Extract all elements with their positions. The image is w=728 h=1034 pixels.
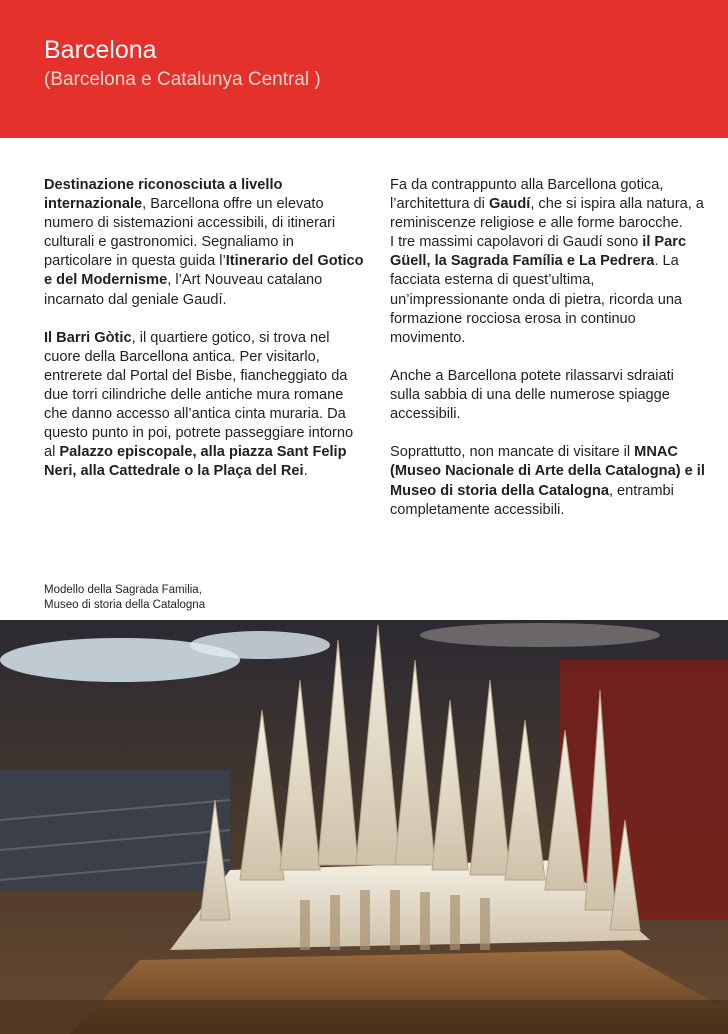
header-band — [0, 0, 728, 138]
left-column — [44, 176, 364, 501]
right-column — [390, 176, 705, 539]
paragraph-museums — [390, 443, 705, 519]
sagrada-familia-model-photo — [0, 620, 728, 1034]
page-title: Barcelona — [44, 36, 157, 64]
bold-text: Il Barri Gòtic — [44, 329, 132, 346]
photo-illustration — [0, 620, 728, 1034]
body-text: I tre massimi capolavori di Gaudí sono — [390, 234, 643, 251]
body-text: , entrambi completamente accessibili. — [390, 482, 674, 518]
body-text: . — [303, 463, 308, 480]
paragraph-gaudi — [390, 176, 705, 348]
caption-line: Museo di storia della Catalogna — [44, 599, 206, 611]
bold-text: Itinerario del Gotico e del Modernisme — [44, 253, 364, 289]
bold-text: Palazzo episcopale, alla piazza Sant Felip Neri, alla Cattedrale o la Plaça del Rei — [44, 444, 347, 480]
body-text: Soprattutto, non mancate di visitare il — [390, 444, 635, 461]
body-text: , il quartiere gotico, si trova nel cuore della Barcellona antica. Per visitarlo, entrerete dal Portal del Bisbe, fiancheggiato da due torri cilindriche delle antiche mura romane che danno accesso all’antica cinta muraria. Da questo punto in poi, potrete passeggiare intorno al — [44, 329, 354, 461]
paragraph-intro — [44, 176, 364, 310]
body-text: , l’Art Nouveau catalano incarnato dal geniale Gaudí. — [44, 272, 323, 308]
bold-text: MNAC (Museo Nacionale di Arte della Catalogna) e il Museo di storia della Catalogna — [390, 444, 705, 499]
bold-text: il Parc Güell, la Sagrada Família e La Pedrera — [390, 234, 687, 270]
bold-text: Gaudí — [488, 196, 531, 213]
body-text: , che si ispira alla natura, a reminiscenze religiose e alle forme barocche. — [390, 196, 704, 232]
page-subtitle: (Barcelona e Catalunya Central ) — [44, 69, 321, 90]
body-text: Fa da contrappunto alla Barcellona gotica, l’architettura di — [390, 177, 664, 213]
paragraph-beaches: Anche a Barcellona potete rilassarvi sdraiati sulla sabbia di una delle numerose spiagge accessibili. — [390, 367, 674, 423]
bold-text: Destinazione riconosciuta a livello internazionale — [44, 177, 283, 213]
caption-line: Modello della Sagrada Familia, — [44, 584, 202, 596]
paragraph-barri-gotic — [44, 329, 364, 482]
body-text: . La facciata esterna di quest’ultima, un’impressionante onda di pietra, ricorda una formazione rocciosa erosa in continuo movimento. — [390, 253, 683, 346]
body-text: , Barcellona offre un elevato numero di sistemazioni accessibili, di itinerari culturali e gastronomici. Segnaliamo in particolare in questa guida l’ — [44, 196, 336, 270]
photo-caption — [44, 583, 205, 613]
